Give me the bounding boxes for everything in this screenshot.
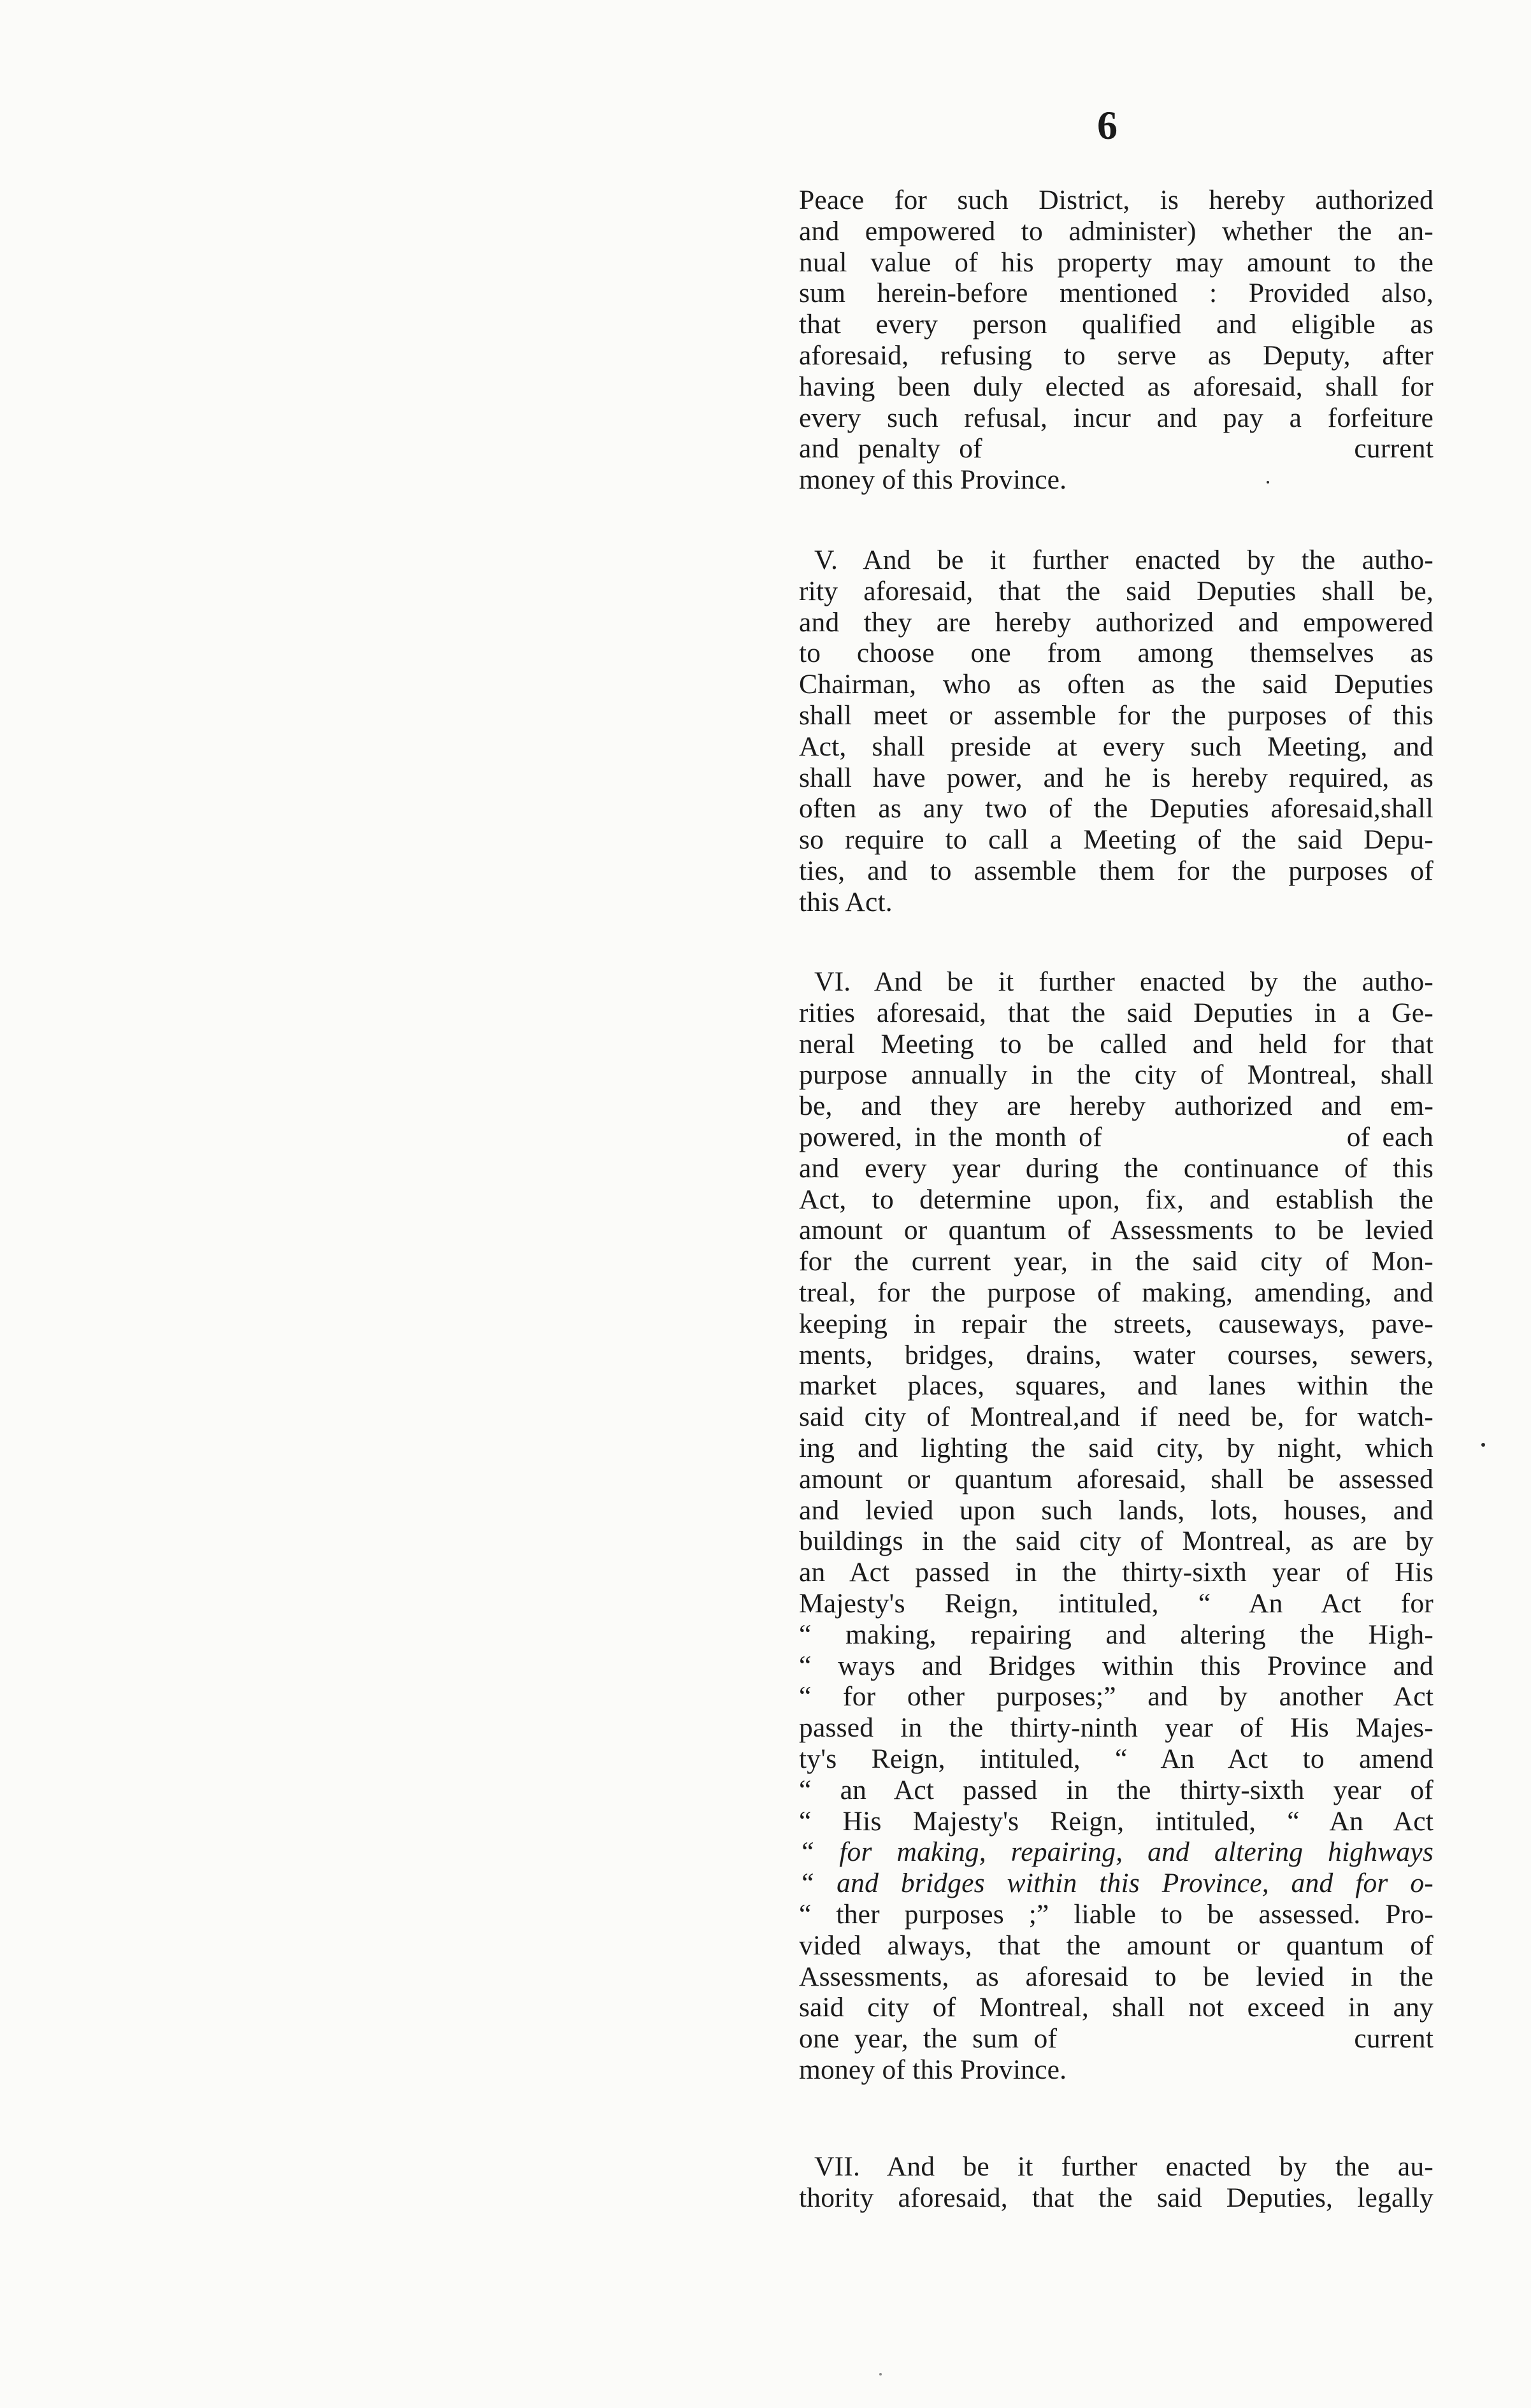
text-line: Act, to determine upon, fix, and establish the — [799, 1184, 1434, 1215]
text-line: rities aforesaid, that the said Deputies in a Ge- — [799, 997, 1434, 1028]
text-line: “ ways and Bridges within this Province and — [799, 1650, 1434, 1681]
text-line: buildings in the said city of Montreal, as are by — [799, 1526, 1434, 1557]
text-line: passed in the thirty-ninth year of His Majes- — [799, 1712, 1434, 1744]
text-line: shall meet or assemble for the purposes of this — [799, 699, 1434, 731]
text-line: aforesaid, refusing to serve as Deputy, after — [799, 340, 1434, 371]
text-line: sum herein-before mentioned : Provided also, — [799, 278, 1434, 309]
text-line: Peace for such District, is hereby authorized — [799, 185, 1434, 215]
text-line: money of this Province. — [799, 2054, 1067, 2085]
section-heading-line: V. And be it further enacted by the autho- — [814, 545, 1434, 575]
page-number: 6 — [1097, 103, 1118, 148]
text-line: and every year during the continuance of this — [799, 1152, 1434, 1184]
text-line: market places, squares, and lanes within the — [799, 1370, 1434, 1401]
text-line: this Act. — [799, 886, 893, 917]
text-line: ties, and to assemble them for the purposes of — [799, 855, 1434, 886]
paper-speck — [879, 2373, 882, 2376]
text-line: amount or quantum of Assessments to be levied — [799, 1215, 1434, 1246]
text-line: an Act passed in the thirty-sixth year of His — [799, 1557, 1434, 1588]
text-line: one year, the sum of current — [799, 2023, 1434, 2054]
italic-text-line: “ and bridges within this Province, and for o- — [799, 1868, 1434, 1899]
section-vii-paragraph — [799, 2151, 1434, 2214]
text-line: having been duly elected as aforesaid, shall for — [799, 371, 1434, 402]
text-line: Act, shall preside at every such Meeting, and — [799, 731, 1434, 762]
section-heading-line: VI. And be it further enacted by the autho- — [814, 966, 1434, 997]
text-line: ments, bridges, drains, water courses, sewers, — [799, 1339, 1434, 1370]
text-line: for the current year, in the said city of Mon- — [799, 1246, 1434, 1277]
text-line: neral Meeting to be called and held for that — [799, 1028, 1434, 1059]
text-line: “ His Majesty's Reign, intituled, “ An Act — [799, 1805, 1434, 1837]
text-line: “ an Act passed in the thirty-sixth year of — [799, 1774, 1434, 1805]
text-line: and levied upon such lands, lots, houses, and — [799, 1494, 1434, 1526]
text-line: and they are hereby authorized and empowered — [799, 606, 1434, 638]
section-v-paragraph — [799, 545, 1434, 918]
text-line: purpose annually in the city of Montreal, shall — [799, 1059, 1434, 1091]
text-line: be, and they are hereby authorized and em- — [799, 1091, 1434, 1122]
text-line: money of this Province. — [799, 464, 1067, 496]
text-line: powered, in the month of of each — [799, 1121, 1434, 1152]
text-line: ing and lighting the said city, by night, which — [799, 1432, 1434, 1463]
text-line: “ ther purposes ;” liable to be assessed. Pro- — [799, 1898, 1434, 1930]
text-line: thority aforesaid, that the said Deputies, legally — [799, 2182, 1434, 2213]
text-line: nual value of his property may amount to the — [799, 247, 1434, 278]
text-line: rity aforesaid, that the said Deputies shall be, — [799, 575, 1434, 606]
text-line: to choose one from among themselves as — [799, 638, 1434, 669]
text-line: ty's Reign, intituled, “ An Act to amend — [799, 1743, 1434, 1774]
paper-speck — [1267, 481, 1269, 484]
text-line: “ for other purposes;” and by another Act — [799, 1681, 1434, 1712]
text-line: said city of Montreal,and if need be, for watch- — [799, 1401, 1434, 1433]
text-line: shall have power, and he is hereby required, as — [799, 762, 1434, 793]
text-line: and empowered to administer) whether the an- — [799, 215, 1434, 247]
text-line: so require to call a Meeting of the said Depu- — [799, 824, 1434, 856]
paper-speck — [1481, 1443, 1485, 1447]
text-line: treal, for the purpose of making, amending, and — [799, 1277, 1434, 1308]
text-line: Assessments, as aforesaid to be levied in the — [799, 1961, 1434, 1992]
text-line: every such refusal, incur and pay a forfeiture — [799, 402, 1434, 433]
italic-text-line: “ for making, repairing, and altering highways — [799, 1837, 1434, 1868]
section-vi-paragraph — [799, 966, 1434, 2086]
text-line: that every person qualified and eligible as — [799, 309, 1434, 340]
text-line: often as any two of the Deputies aforesaid,shall — [799, 793, 1434, 824]
text-line: “ making, repairing and altering the High- — [799, 1619, 1434, 1650]
text-line: amount or quantum aforesaid, shall be assessed — [799, 1463, 1434, 1494]
text-line: Majesty's Reign, intituled, “ An Act for — [799, 1587, 1434, 1619]
text-line: said city of Montreal, shall not exceed in any — [799, 1992, 1434, 2023]
text-line: and penalty of current — [799, 433, 1434, 464]
text-line: Chairman, who as often as the said Deputies — [799, 669, 1434, 700]
text-line: keeping in repair the streets, causeways, pave- — [799, 1308, 1434, 1339]
continuation-paragraph — [799, 185, 1434, 496]
section-heading-line: VII. And be it further enacted by the au- — [814, 2151, 1434, 2182]
text-line: vided always, that the amount or quantum of — [799, 1930, 1434, 1961]
